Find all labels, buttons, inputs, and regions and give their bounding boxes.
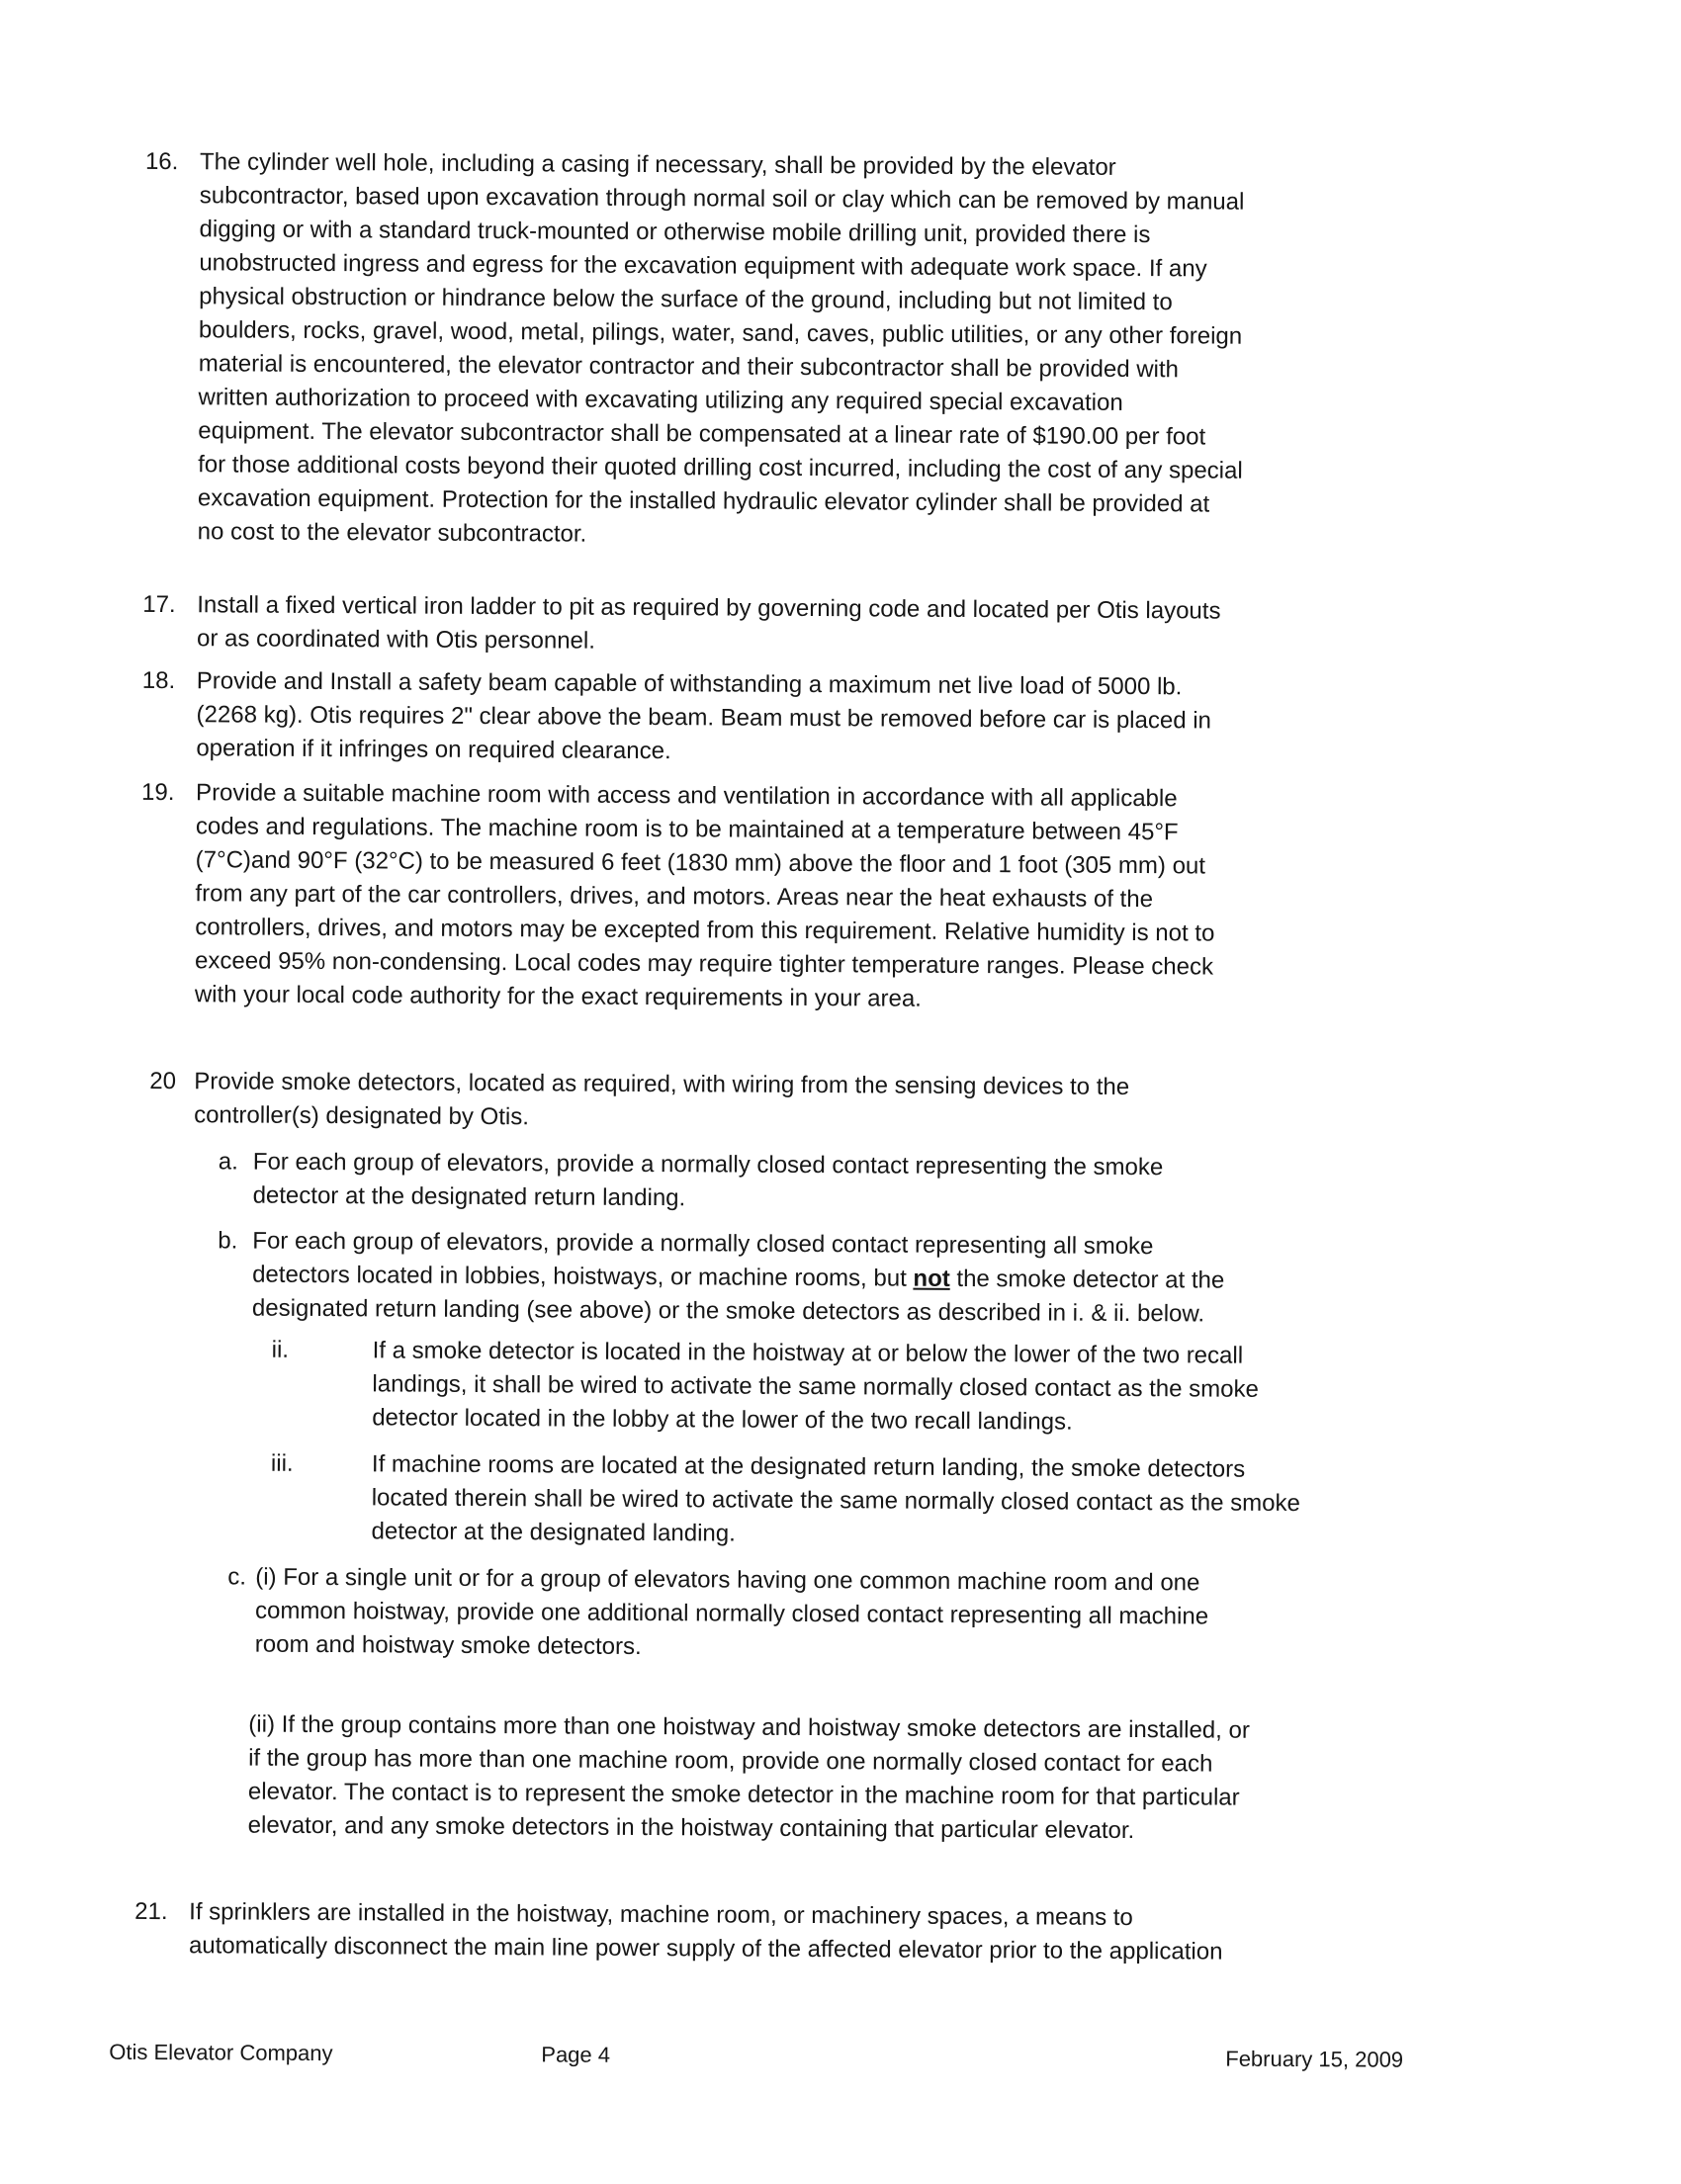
item-20b-text (252, 1225, 1674, 1335)
footer-page-number: Page 4 (541, 2042, 611, 2067)
page-footer (0, 2039, 1668, 2072)
list-item-19 (0, 775, 1676, 1020)
item-20b-ii-text: If a smoke detector is located in the hoistway at or below the lower of the two recall landings, it shall be wired to activate the same normally closed contact as the smoke detector located in the lobby at the lower of the two recall landings. (372, 1337, 1259, 1436)
item-20a-text: For each group of elevators, provide a normally closed contact representing the smoke detector at the designated return landing. (252, 1148, 1164, 1212)
item-20b-label: b. (218, 1227, 238, 1255)
item-20b-text-pre: For each group of elevators, provide a normally closed contact representing all smoke detectors located in lobbies, hoistways, or machine rooms, but (252, 1227, 1154, 1292)
item-20c-ii-text: (ii) If the group contains more than one hoistway and hoistway smoke detectors are installed, or if the group has more than one machine room, provide one normally closed contact for each elevator. The contact is to represent the smoke detector in the machine room for that particular elevator, and any smoke detectors in the hoistway containing that particular elevator. (247, 1710, 1250, 1845)
list-item-20a (0, 1144, 1674, 1221)
item-20b-iii-label: iii. (270, 1449, 294, 1477)
item-20-number: 20 (149, 1067, 177, 1095)
item-19-text: Provide a suitable machine room with access and ventilation in accordance with all applicable codes and regulations. The machine room is to be maintained at a temperature between 45°F (7°C)and 90°F (32°C) to be measured 6 feet (1830 mm) above the floor and 1 foot (305 mm) out from any part of the car controllers, drives, and motors. Areas near the heat exhausts of the controllers, drives, and motors may be excepted from this requirement. Relative humidity is not to exceed 95% non-condensing. Local codes may require tighter temperature ranges. Please check with your local code authority for the exact requirements in your area. (194, 779, 1215, 1012)
list-item-17 (0, 587, 1677, 664)
item-20c-text: (i) For a single unit or for a group of elevators having one common machine room and one common hoistway, provide one additional normally closed contact representing all machine room and hoistway smoke detectors. (254, 1563, 1209, 1660)
item-20b-iii-text: If machine rooms are located at the designated return landing, the smoke detectors located therein shall be wired to activate the same normally closed contact as the smoke detector at the designated landing. (371, 1450, 1300, 1547)
item-21-number: 21. (134, 1897, 168, 1926)
item-18-number: 18. (141, 666, 176, 695)
item-20b-emphasis-not: not (913, 1265, 950, 1292)
item-20c-label: c. (227, 1563, 247, 1591)
item-19-number: 19. (141, 778, 175, 807)
list-item-20b-iii (0, 1445, 1672, 1556)
list-item-21 (0, 1894, 1669, 1971)
item-20-text: Provide smoke detectors, located as required, with wiring from the sensing devices to the controller(s) designated by Otis. (194, 1068, 1130, 1131)
list-item-20b-ii (0, 1332, 1673, 1442)
list-item-20c (0, 1559, 1671, 1670)
item-20b-ii-label: ii. (271, 1336, 290, 1363)
list-item-16 (0, 144, 1680, 558)
list-item-18 (0, 663, 1677, 774)
item-16-number: 16. (144, 147, 179, 176)
footer-company: Otis Elevator Company (109, 2039, 333, 2066)
item-20a-label: a. (218, 1148, 238, 1176)
list-item-20c-ii (0, 1706, 1670, 1851)
list-item-20b (0, 1223, 1673, 1334)
item-17-number: 17. (142, 590, 176, 619)
item-20b-text-post: the smoke detector at the designated return landing (see above) or the smoke detectors as described in i. & ii. below. (251, 1265, 1225, 1328)
footer-date: February 15, 2009 (1225, 2046, 1404, 2072)
item-17-text: Install a fixed vertical iron ladder to pit as required by governing code and located per Otis layouts or as coordinated with Otis personnel. (196, 591, 1221, 655)
item-16-text: The cylinder well hole, including a casing if necessary, shall be provided by the elevator subcontractor, based upon excavation through normal soil or clay which can be removed by manual digging or with a standard truck-mounted or otherwise mobile drilling unit, provided there is unobstructed ingress and egress for the excavation equipment with adequate work space. If any physical obstruction or hindrance below the surface of the ground, including but not limited to boulders, rocks, gravel, wood, metal, pilings, water, sand, caves, public utilities, or any other foreign material is encountered, the elevator contractor and their subcontractor shall be provided with written authorization to proceed with excavating utilizing any required special excavation equipment. The elevator subcontractor shall be compensated at a linear rate of $190.00 per foot for those additional costs beyond their quoted drilling cost incurred, including the cost of any special excavation equipment. Protection for the installed hydraulic elevator cylinder shall be provided at no cost to the elevator subcontractor. (197, 148, 1245, 548)
item-18-text: Provide and Install a safety beam capable of withstanding a maximum net live load of 5000 lb. (2268 kg). Otis requires 2" clear above the beam. Beam must be removed before car is placed in operation if it infringes on required clearance. (196, 667, 1212, 765)
item-21-text: If sprinklers are installed in the hoistway, machine room, or machinery spaces, a means to automatically disconnect the main line power supply of the affected elevator prior to the application (188, 1898, 1223, 1966)
list-item-20 (0, 1064, 1674, 1141)
